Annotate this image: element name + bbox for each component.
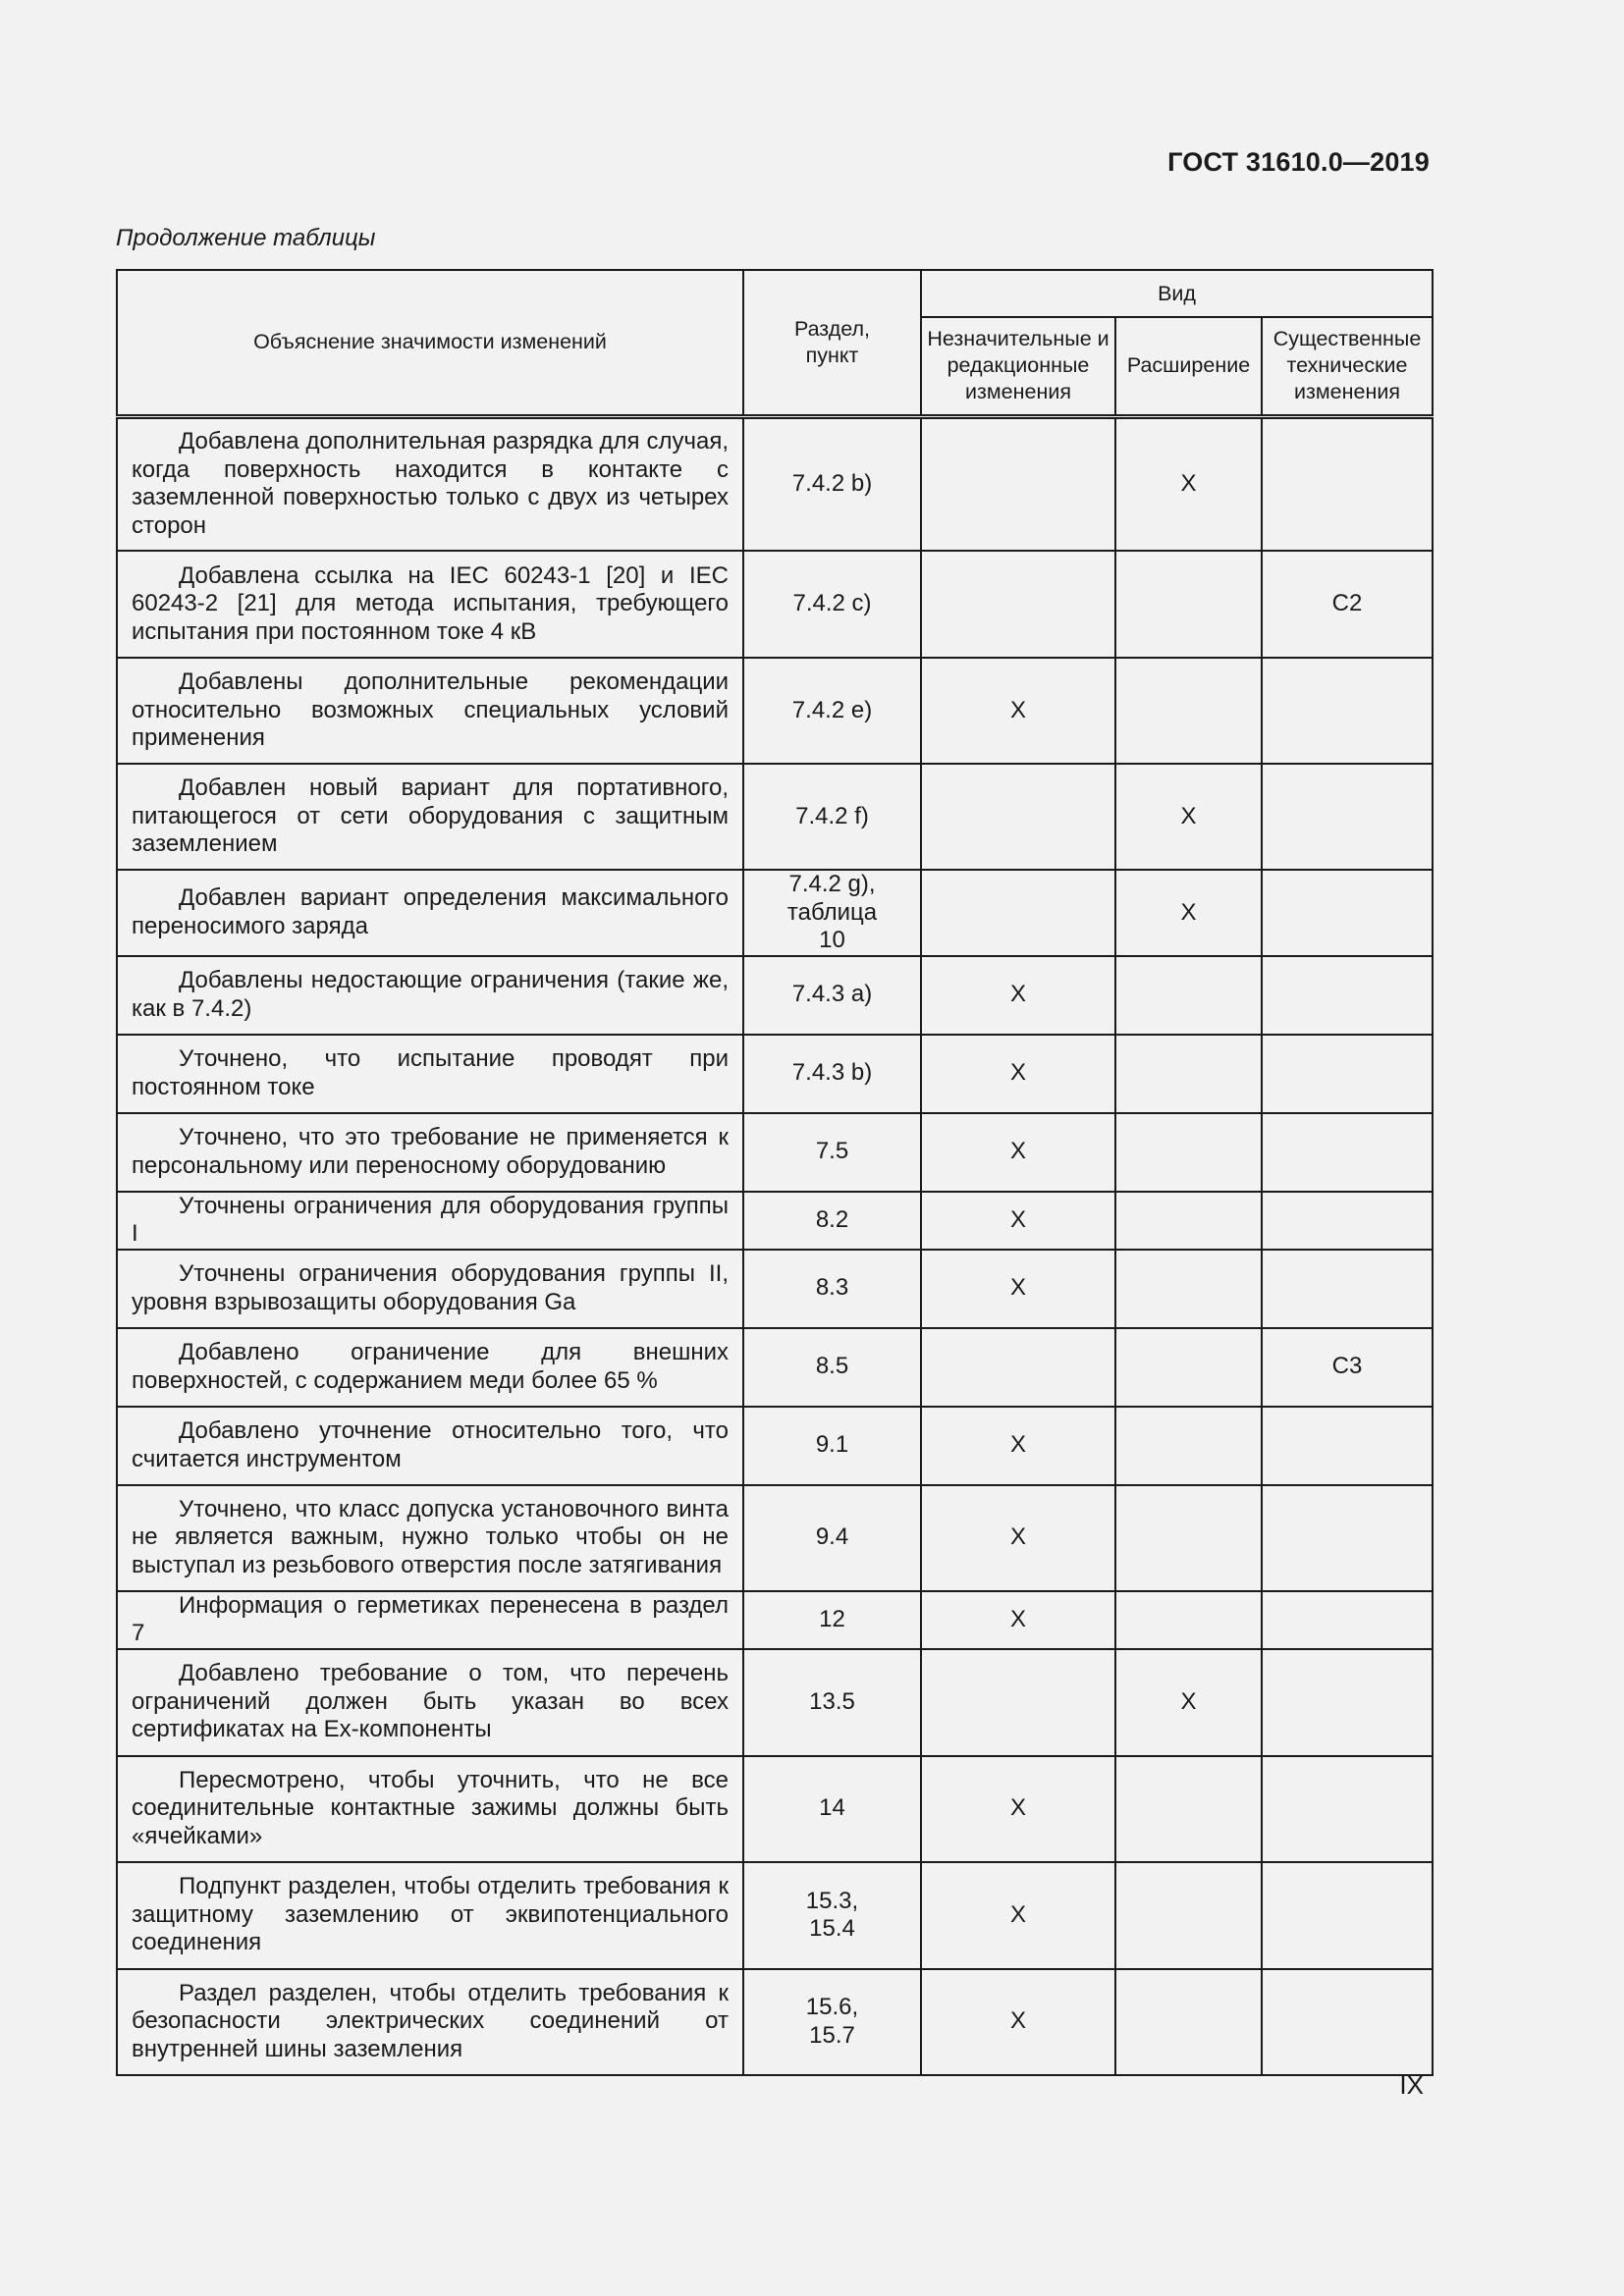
row-explanation: Добавлена дополнительная разрядка для случая, когда поверхность находится в контакте с заземленной поверхностью только с двух из четырех сторон — [132, 428, 729, 539]
table-row — [117, 416, 1433, 551]
row-substantial-mark: C3 — [1262, 1328, 1433, 1407]
row-explanation: Добавлена ссылка на IEC 60243-1 [20] и IEC 60243-2 [21] для метода испытания, требующего испытания при постоянном токе 4 кВ — [132, 561, 729, 645]
row-minor-mark: X — [921, 1969, 1115, 2075]
row-minor-mark: X — [921, 1485, 1115, 1591]
row-section: 7.4.3 a) — [743, 956, 921, 1035]
row-extension-mark — [1115, 1192, 1262, 1250]
row-extension-mark — [1115, 551, 1262, 658]
row-substantial-mark: C2 — [1262, 551, 1433, 658]
row-minor-mark — [921, 1649, 1115, 1756]
row-explanation: Добавлены недостающие ограничения (такие же, как в 7.4.2) — [132, 967, 729, 1022]
standard-designation: ГОСТ 31610.0—2019 — [1167, 147, 1430, 177]
row-extension-mark: X — [1115, 870, 1262, 956]
table-row — [117, 1591, 1433, 1649]
row-substantial-mark — [1262, 1862, 1433, 1969]
row-minor-mark: X — [921, 1250, 1115, 1328]
row-explanation: Уточнены ограничения оборудования группы II, уровня взрывозащиты оборудования Ga — [132, 1260, 729, 1315]
table-row — [117, 1328, 1433, 1407]
row-extension-mark — [1115, 1485, 1262, 1591]
row-extension-mark — [1115, 956, 1262, 1035]
row-explanation: Добавлены дополнительные рекомендации относительно возможных специальных условий применения — [132, 668, 729, 752]
row-extension-mark — [1115, 1756, 1262, 1862]
row-minor-mark: X — [921, 1862, 1115, 1969]
table-header — [117, 270, 1433, 416]
row-extension-mark — [1115, 1407, 1262, 1485]
row-extension-mark: X — [1115, 1649, 1262, 1756]
row-minor-mark — [921, 1328, 1115, 1407]
row-extension-mark — [1115, 658, 1262, 764]
row-section: 7.4.2 e) — [743, 658, 921, 764]
row-minor-mark: X — [921, 1407, 1115, 1485]
table-row — [117, 1250, 1433, 1328]
changes-table — [116, 269, 1434, 2076]
table-row — [117, 956, 1433, 1035]
table-row — [117, 1113, 1433, 1192]
table-row — [117, 551, 1433, 658]
table-row — [117, 870, 1433, 956]
row-substantial-mark — [1262, 764, 1433, 870]
row-explanation: Добавлено требование о том, что перечень ограничений должен быть указан во всех сертификатах на Ex-компоненты — [132, 1660, 729, 1743]
row-section: 14 — [743, 1756, 921, 1862]
row-explanation: Уточнено, что испытание проводят при постоянном токе — [132, 1045, 729, 1100]
header-substantial: Существенные технические изменения — [1262, 317, 1433, 416]
row-explanation: Раздел разделен, чтобы отделить требования к безопасности электрических соединений от внутренней шины заземления — [132, 1979, 729, 2062]
row-substantial-mark — [1262, 1649, 1433, 1756]
table-row — [117, 1649, 1433, 1756]
row-explanation: Уточнено, что это требование не применяется к персональному или переносному оборудованию — [132, 1124, 729, 1179]
header-section: Раздел, пункт — [743, 270, 921, 416]
row-section: 7.4.2 f) — [743, 764, 921, 870]
row-section: 7.4.3 b) — [743, 1035, 921, 1113]
row-minor-mark: X — [921, 1113, 1115, 1192]
row-minor-mark — [921, 870, 1115, 956]
row-explanation: Добавлено ограничение для внешних поверхностей, с содержанием меди более 65 % — [132, 1339, 729, 1394]
row-explanation: Добавлен вариант определения максимального переносимого заряда — [132, 884, 729, 939]
row-minor-mark: X — [921, 1591, 1115, 1649]
row-extension-mark — [1115, 1113, 1262, 1192]
row-substantial-mark — [1262, 1407, 1433, 1485]
row-extension-mark — [1115, 1035, 1262, 1113]
row-explanation: Добавлен новый вариант для портативного, питающегося от сети оборудования с защитным заземлением — [132, 774, 729, 858]
row-explanation: Пересмотрено, чтобы уточнить, что не все соединительные контактные зажимы должны быть «ячейками» — [132, 1766, 729, 1849]
table-row — [117, 1862, 1433, 1969]
row-minor-mark: X — [921, 1035, 1115, 1113]
row-explanation: Информация о герметиках перенесена в раздел 7 — [132, 1591, 729, 1646]
row-minor-mark: X — [921, 1192, 1115, 1250]
row-explanation: Подпункт разделен, чтобы отделить требования к защитному заземлению от эквипотенциального соединения — [132, 1873, 729, 1956]
table-row — [117, 1192, 1433, 1250]
row-substantial-mark — [1262, 870, 1433, 956]
row-section: 7.4.2 g), таблица 10 — [743, 870, 921, 956]
row-minor-mark: X — [921, 1756, 1115, 1862]
row-minor-mark: X — [921, 658, 1115, 764]
row-section: 7.4.2 b) — [743, 416, 921, 551]
row-substantial-mark — [1262, 1035, 1433, 1113]
row-substantial-mark — [1262, 1969, 1433, 2075]
table-row — [117, 658, 1433, 764]
row-extension-mark: X — [1115, 416, 1262, 551]
row-section: 7.5 — [743, 1113, 921, 1192]
row-minor-mark: X — [921, 956, 1115, 1035]
table-row — [117, 1969, 1433, 2075]
row-section: 15.3, 15.4 — [743, 1862, 921, 1969]
header-kind: Вид — [921, 270, 1433, 317]
row-substantial-mark — [1262, 1485, 1433, 1591]
row-section: 7.4.2 c) — [743, 551, 921, 658]
row-section: 8.2 — [743, 1192, 921, 1250]
row-section: 13.5 — [743, 1649, 921, 1756]
table-row — [117, 764, 1433, 870]
row-section: 8.5 — [743, 1328, 921, 1407]
row-explanation: Уточнены ограничения для оборудования группы I — [132, 1192, 729, 1247]
table-row — [117, 1407, 1433, 1485]
row-substantial-mark — [1262, 1113, 1433, 1192]
header-explanation: Объяснение значимости изменений — [117, 270, 743, 416]
row-extension-mark: X — [1115, 764, 1262, 870]
row-substantial-mark — [1262, 416, 1433, 551]
row-minor-mark — [921, 551, 1115, 658]
row-substantial-mark — [1262, 658, 1433, 764]
header-minor: Незначительные и редакционные изменения — [921, 317, 1115, 416]
table-row — [117, 1485, 1433, 1591]
row-substantial-mark — [1262, 1591, 1433, 1649]
row-substantial-mark — [1262, 1756, 1433, 1862]
row-section: 12 — [743, 1591, 921, 1649]
row-substantial-mark — [1262, 956, 1433, 1035]
row-section: 9.1 — [743, 1407, 921, 1485]
page-number: IX — [1399, 2070, 1424, 2100]
row-section: 8.3 — [743, 1250, 921, 1328]
table-row — [117, 1756, 1433, 1862]
row-extension-mark — [1115, 1591, 1262, 1649]
header-extension: Расширение — [1115, 317, 1262, 416]
row-extension-mark — [1115, 1250, 1262, 1328]
row-extension-mark — [1115, 1862, 1262, 1969]
row-explanation: Уточнено, что класс допуска установочного винта не является важным, нужно только чтобы он не выступал из резьбового отверстия после затягивания — [132, 1495, 729, 1578]
row-minor-mark — [921, 764, 1115, 870]
table-continuation-caption: Продолжение таблицы — [116, 225, 376, 251]
row-section: 15.6, 15.7 — [743, 1969, 921, 2075]
row-substantial-mark — [1262, 1192, 1433, 1250]
row-substantial-mark — [1262, 1250, 1433, 1328]
table-row — [117, 1035, 1433, 1113]
row-section: 9.4 — [743, 1485, 921, 1591]
row-extension-mark — [1115, 1328, 1262, 1407]
row-extension-mark — [1115, 1969, 1262, 2075]
row-minor-mark — [921, 416, 1115, 551]
row-explanation: Добавлено уточнение относительно того, что считается инструментом — [132, 1417, 729, 1472]
